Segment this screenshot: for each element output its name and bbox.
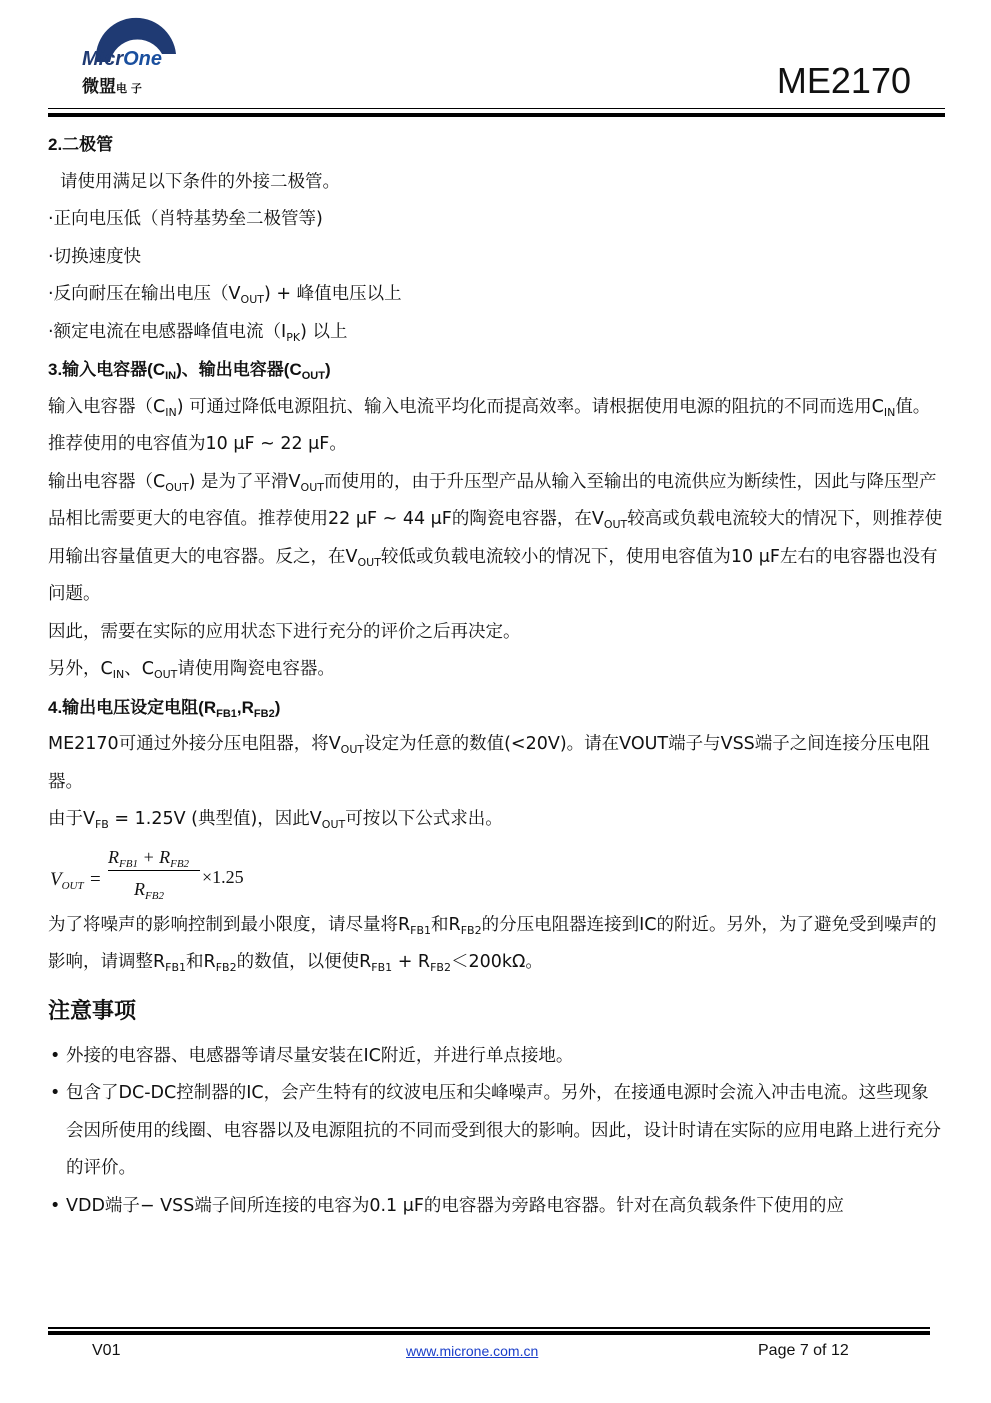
diode-item-1: ·正向电压低（肖特基势垒二极管等) (48, 209, 323, 229)
capacitor-paragraph-5: 另外，$C_{IN}$、$C_{OUT}$请使用陶瓷电容器。 (48, 659, 335, 681)
notes-section-title: 注意事项 (48, 998, 137, 1024)
logo-chinese-text: 微盟电 子 (82, 77, 142, 97)
company-logo (74, 10, 184, 100)
footer-version: V01 (92, 1342, 121, 1359)
formula-multiplier: ×1.25 (202, 866, 244, 887)
diode-item-3: ·反向耐压在输出电压$(V_{OUT})$ + 峰值电压以上 (48, 284, 402, 306)
header-rule-thin (48, 108, 945, 109)
capacitor-paragraph-1: 输入电容器$(C_{IN})$ 可通过降低电源阻抗、输入电流平均化而提高效率。请根据使用电源的阻抗的不同而选用$C_{IN}$值。 (48, 396, 931, 419)
diode-item-2: ·切换速度快 (48, 246, 142, 267)
capacitor-paragraph-2: 推荐使用的电容值为10 μF ~ 22 μF。 (48, 434, 347, 454)
capacitor-paragraph-4: 因此，需要在实际的应用状态下进行充分的评价之后再决定。 (48, 621, 521, 642)
formula-equals: = (90, 868, 101, 890)
footer-rule-thick (48, 1331, 930, 1335)
vout-formula (48, 843, 945, 907)
resistor-paragraph-1: ME2170可通过外接分压电阻器，将$V_{OUT}$设定为任意的数值(<20V)。请在VOUT端子与VSS端子之间连接分压电阻器。 (48, 734, 930, 792)
notes-list (48, 1038, 945, 1226)
header-rule-thick (48, 113, 945, 117)
resistor-section-title: 4.输出电压设定电阻$(R_{FB1},R_{FB2})$ (48, 697, 281, 720)
capacitor-section-title: 3.输入电容器$(C_{IN})$、输出电容器$(C_{OUT})$ (48, 360, 331, 382)
diode-intro: 请使用满足以下条件的外接二极管。 (60, 171, 340, 192)
logo-english-text: MicrOne (82, 48, 163, 70)
formula-lhs: $V_{OUT}$ (50, 868, 84, 892)
formula-numerator: $R_{FB1} + R_{FB2}$ (108, 846, 190, 870)
model-number: ME2170 (776, 60, 911, 101)
footer-website-link[interactable]: www.microne.com.cn (406, 1343, 539, 1359)
diode-section-title: 2.二极管 (48, 135, 114, 154)
diode-item-4: ·额定电流在电感器峰值电流$(I_{PK})$ 以上 (48, 321, 348, 344)
notes-item-1: • 外接的电容器、电感器等请尽量安装在IC附近，并进行单点接地。 (48, 1038, 945, 1076)
footer-rule-thin (48, 1327, 930, 1329)
footer-page-number: Page 7 of 12 (758, 1342, 849, 1359)
resistor-paragraph-3: 为了将噪声的影响控制到最小限度，请尽量将$R_{FB1}$和$R_{FB2}$的分压电阻器连接到IC的附近。另外，为了避免受到噪声的影响，请调整$R_{FB1}$和$R_{FB2}$的数值，以便使$R_{FB1} + R_{FB2}<200k\Omega$。 (48, 914, 937, 974)
formula-denominator: $R_{FB2}$ (134, 878, 164, 902)
resistor-paragraph-2: 由于$V_{FB} = 1.25V$ (典型值)，因此$V_{OUT}$可按以下公式求出。 (48, 809, 503, 831)
capacitor-paragraph-3: 输出电容器$(C_{OUT})$ 是为了平滑$V_{OUT}$而使用的，由于升压型产品从输入至输出的电流供应为断续性，因此与降压型产品相比需要更大的电容值。推荐使用22 μF ~ 44 μF的陶瓷电容器，在$V_{OUT}$较高或负载电流较大的情况下，则推荐使用输出容量值更大的电容器。反之，在$V_{OUT}$较低或负载电流较小的情况下，使用电容值为10 μF左右的电容器也没有问题。 (48, 471, 943, 604)
notes-item-3: • VDD端子− VSS端子间所连接的电容为0.1 μF的电容器为旁路电容器。针对在高负载条件下使用的应 (48, 1188, 945, 1226)
notes-item-2: • 包含了DC-DC控制器的IC，会产生特有的纹波电压和尖峰噪声。另外，在接通电源时会流入冲击电流。这些现象会因所使用的线圈、电容器以及电源阻抗的不同而受到很大的影响。因此，设计时请在实际的应用电路上进行充分的评价。 (48, 1075, 945, 1188)
page-content (48, 126, 945, 1225)
